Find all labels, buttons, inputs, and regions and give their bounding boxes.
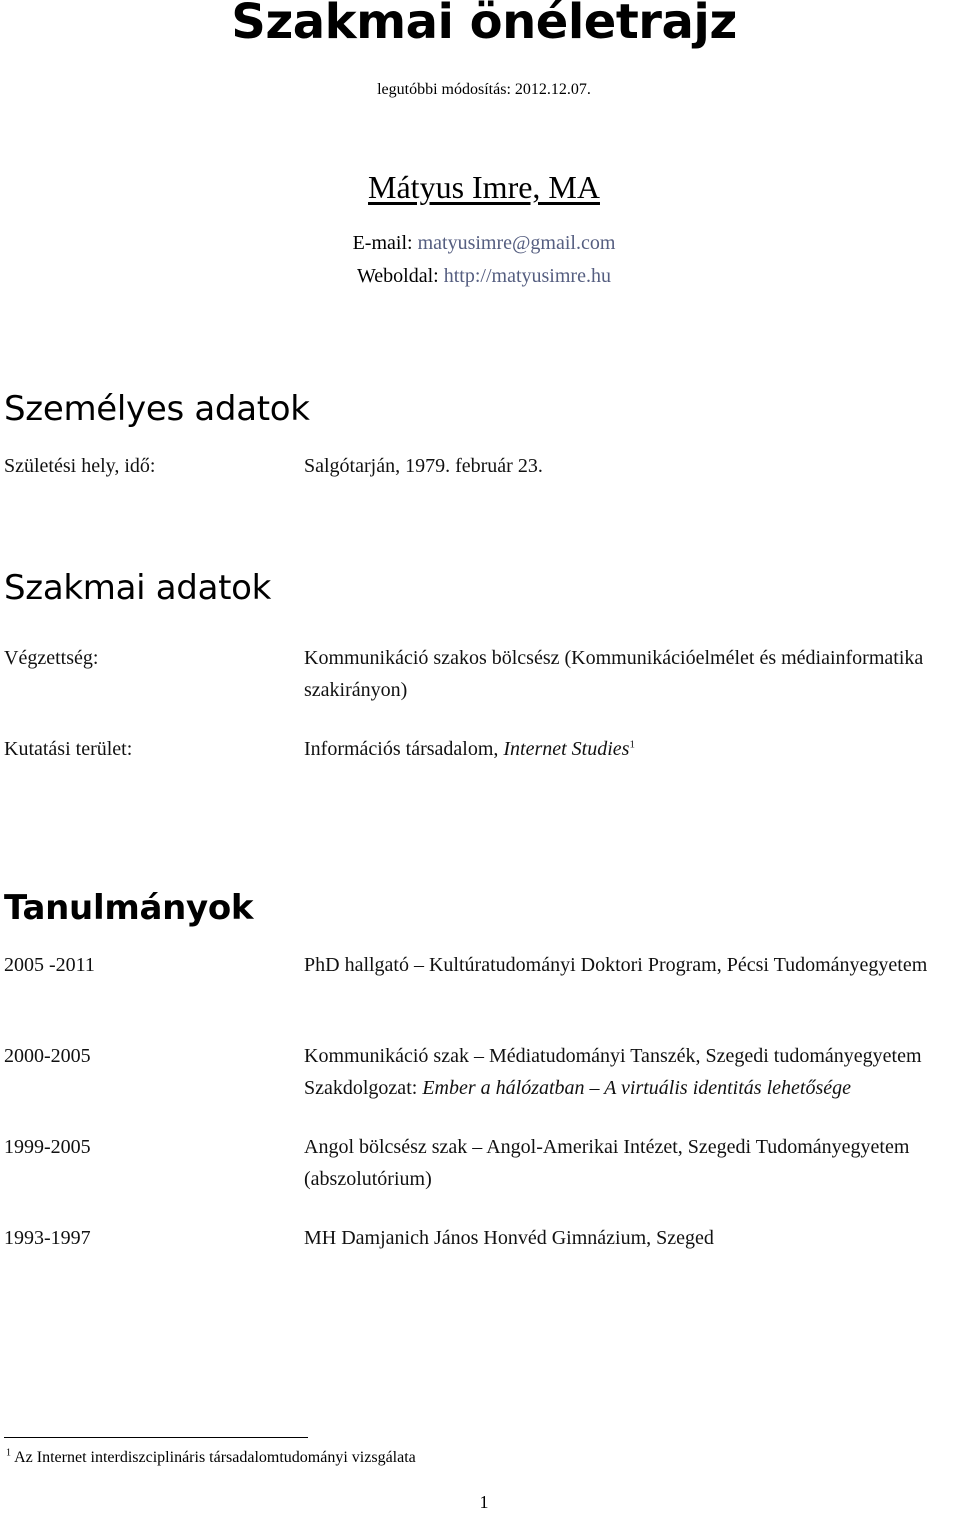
thesis-line <box>304 1072 956 1104</box>
footnote <box>6 1446 416 1470</box>
thesis-title: Ember a hálózatban – A virtuális identitás lehetősége <box>422 1077 851 1099</box>
email-label: E-mail: <box>352 232 413 254</box>
study-description-text: Kommunikáció szak – Médiatudományi Tanszék, Szegedi tudományegyetem <box>304 1045 922 1067</box>
document-title: Szakmai önéletrajz <box>231 0 737 50</box>
person-name-text: Mátyus Imre, MA <box>368 169 600 205</box>
research-value <box>304 733 956 765</box>
birth-label: Születési hely, idő: <box>4 455 156 477</box>
thesis-label: Szakdolgozat: <box>304 1077 423 1099</box>
footnote-separator <box>4 1437 308 1438</box>
study-description: MH Damjanich János Honvéd Gimnázium, Szeged <box>304 1227 714 1249</box>
study-years: 1993-1997 <box>4 1227 91 1249</box>
footnote-text: Az Internet interdiszciplináris társadalomtudományi vizsgálata <box>14 1449 416 1466</box>
degree-value: Kommunikáció szakos bölcsész (Kommunikációelmélet és médiainformatika szakirányon) <box>304 647 924 701</box>
birth-value: Salgótarján, 1979. február 23. <box>304 455 543 477</box>
website-link[interactable]: http://matyusimre.hu <box>443 265 611 287</box>
email-link[interactable]: matyusimre@gmail.com <box>417 232 616 254</box>
personal-heading: Személyes adatok <box>4 389 310 429</box>
footnote-ref[interactable]: 1 <box>629 738 635 751</box>
study-description: PhD hallgató – Kultúratudományi Doktori Program, Pécsi Tudományegyetem <box>304 954 928 976</box>
study-description <box>304 1040 956 1104</box>
study-years: 1999-2005 <box>4 1136 91 1158</box>
study-years: 2005 -2011 <box>4 954 95 976</box>
research-value-italic: Internet Studies <box>503 738 630 760</box>
page-number: 1 <box>479 1492 489 1512</box>
website-label: Weboldal: <box>357 265 439 287</box>
study-years: 2000-2005 <box>4 1045 91 1067</box>
degree-label: Végzettség: <box>4 647 99 669</box>
research-value-text: Információs társadalom, <box>304 738 504 760</box>
email-line <box>0 231 960 255</box>
studies-heading: Tanulmányok <box>4 888 254 928</box>
person-name <box>0 168 960 206</box>
research-label: Kutatási terület: <box>4 738 133 760</box>
last-modified-date: legutóbbi módosítás: 2012.12.07. <box>377 81 591 98</box>
website-line <box>0 264 960 288</box>
professional-heading: Szakmai adatok <box>4 568 272 608</box>
footnote-number: 1 <box>6 1447 11 1459</box>
study-description: Angol bölcsész szak – Angol-Amerikai Intézet, Szegedi Tudományegyetem (abszolutórium) <box>304 1136 910 1190</box>
